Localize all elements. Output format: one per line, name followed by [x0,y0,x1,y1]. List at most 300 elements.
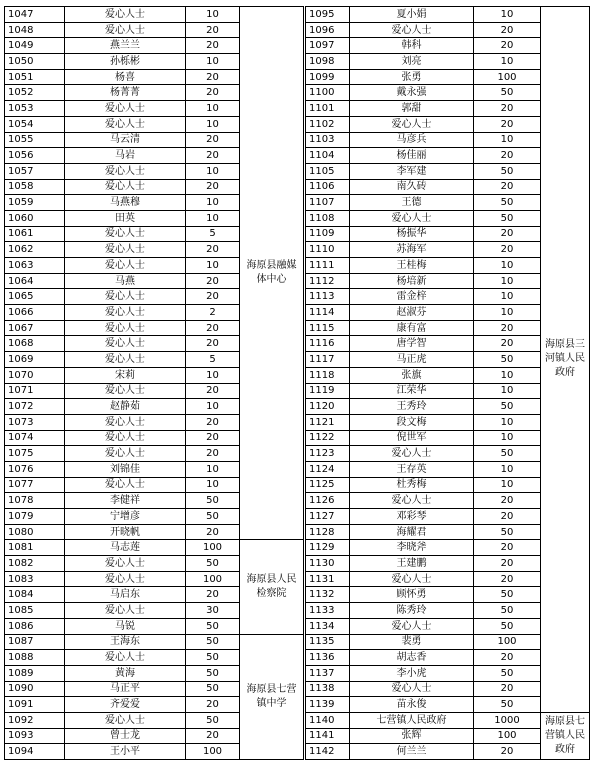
donor-name: 王德 [350,195,474,211]
donor-name: 孙栎彬 [65,54,186,70]
row-number: 1124 [306,461,350,477]
donation-amount: 50 [474,587,541,603]
donor-name: 黄海 [65,665,186,681]
donor-name: 齐爱爱 [65,697,186,713]
row-number: 1056 [5,148,65,164]
donation-amount: 10 [186,461,240,477]
donation-amount: 1000 [474,712,541,728]
row-number: 1130 [306,556,350,572]
row-number: 1052 [5,85,65,101]
row-number: 1062 [5,242,65,258]
row-number: 1110 [306,242,350,258]
table-row [306,7,590,23]
row-number: 1069 [5,352,65,368]
donation-amount: 20 [474,320,541,336]
donor-name: 顾怀勇 [350,587,474,603]
donation-amount: 20 [186,242,240,258]
row-number: 1092 [5,712,65,728]
donation-amount: 10 [474,273,541,289]
row-number: 1095 [306,7,350,23]
donor-name: 爱心人士 [65,289,186,305]
donation-amount: 20 [474,681,541,697]
donor-name: 雷金梓 [350,289,474,305]
donation-amount: 30 [186,603,240,619]
donation-amount: 50 [186,493,240,509]
donation-amount: 10 [474,54,541,70]
donor-name: 邓彩琴 [350,509,474,525]
row-number: 1136 [306,650,350,666]
donor-name: 七营镇人民政府 [350,712,474,728]
donation-amount: 50 [186,556,240,572]
row-number: 1129 [306,540,350,556]
donation-amount: 50 [474,195,541,211]
row-number: 1119 [306,383,350,399]
donor-name: 马云清 [65,132,186,148]
donor-name: 段文梅 [350,414,474,430]
donation-amount: 100 [474,634,541,650]
donation-amount: 10 [186,7,240,23]
donation-table-right [305,6,590,760]
donor-name: 爱心人士 [350,618,474,634]
donation-amount: 100 [474,728,541,744]
donor-name: 爱心人士 [65,305,186,321]
donation-amount: 10 [186,367,240,383]
donation-amount: 10 [186,399,240,415]
donor-name: 杨菁菁 [65,85,186,101]
row-number: 1128 [306,524,350,540]
row-number: 1121 [306,414,350,430]
row-number: 1067 [5,320,65,336]
donation-table-left [4,6,304,760]
row-number: 1087 [5,634,65,650]
donation-amount: 50 [186,509,240,525]
donation-amount: 50 [186,712,240,728]
donor-name: 马正虎 [350,352,474,368]
row-number: 1116 [306,336,350,352]
donation-amount: 20 [186,430,240,446]
donation-amount: 10 [474,383,541,399]
donation-amount: 10 [474,305,541,321]
row-number: 1079 [5,509,65,525]
donor-name: 爱心人士 [65,477,186,493]
row-number: 1132 [306,587,350,603]
row-number: 1078 [5,493,65,509]
row-number: 1123 [306,446,350,462]
row-number: 1133 [306,603,350,619]
row-number: 1076 [5,461,65,477]
row-number: 1114 [306,305,350,321]
row-number: 1117 [306,352,350,368]
row-number: 1051 [5,69,65,85]
donor-name: 爱心人士 [65,7,186,23]
row-number: 1064 [5,273,65,289]
donor-name: 王建鹏 [350,556,474,572]
donor-name: 爱心人士 [65,352,186,368]
row-number: 1105 [306,163,350,179]
donor-name: 王桂梅 [350,258,474,274]
donation-amount: 10 [186,477,240,493]
donor-name: 杜秀梅 [350,477,474,493]
donor-name: 胡志香 [350,650,474,666]
donation-amount: 20 [474,116,541,132]
donor-name: 宋莉 [65,367,186,383]
row-number: 1050 [5,54,65,70]
donation-amount: 20 [186,524,240,540]
donation-amount: 50 [186,650,240,666]
table-row [5,540,304,556]
donation-amount: 20 [474,650,541,666]
donor-name: 杨振华 [350,226,474,242]
organization-cell: 海原县人民检察院 [240,540,304,634]
donor-name: 海耀君 [350,524,474,540]
donation-amount: 50 [474,399,541,415]
donation-amount: 10 [474,367,541,383]
row-number: 1120 [306,399,350,415]
donation-amount: 10 [186,116,240,132]
donor-name: 田英 [65,210,186,226]
donation-amount: 50 [186,618,240,634]
donor-name: 刘亮 [350,54,474,70]
donation-amount: 20 [186,179,240,195]
row-number: 1111 [306,258,350,274]
row-number: 1066 [5,305,65,321]
donation-amount: 10 [474,289,541,305]
donation-amount: 20 [186,414,240,430]
row-number: 1101 [306,101,350,117]
donation-amount: 50 [186,681,240,697]
row-number: 1071 [5,383,65,399]
donor-name: 刘锦佳 [65,461,186,477]
donor-name: 爱心人士 [350,22,474,38]
row-number: 1094 [5,744,65,760]
row-number: 1073 [5,414,65,430]
donation-amount: 10 [474,414,541,430]
donation-amount: 20 [186,728,240,744]
donation-amount: 20 [474,493,541,509]
donor-name: 爱心人士 [65,446,186,462]
row-number: 1048 [5,22,65,38]
row-number: 1088 [5,650,65,666]
row-number: 1099 [306,69,350,85]
organization-cell: 海原县融媒体中心 [240,7,304,540]
donor-name: 张辉 [350,728,474,744]
row-number: 1082 [5,556,65,572]
donation-amount: 20 [186,697,240,713]
donor-name: 曾士龙 [65,728,186,744]
row-number: 1068 [5,336,65,352]
donation-amount: 10 [474,7,541,23]
donor-name: 马启东 [65,587,186,603]
donor-name: 爱心人士 [65,22,186,38]
donation-amount: 50 [474,618,541,634]
donation-amount: 50 [474,85,541,101]
donor-name: 爱心人士 [65,320,186,336]
organization-cell: 海原县三河镇人民政府 [541,7,590,713]
row-number: 1063 [5,258,65,274]
donation-amount: 2 [186,305,240,321]
donation-amount: 50 [474,210,541,226]
row-number: 1086 [5,618,65,634]
donor-name: 爱心人士 [350,116,474,132]
row-number: 1080 [5,524,65,540]
donor-name: 马燕穆 [65,195,186,211]
row-number: 1047 [5,7,65,23]
donor-name: 马锐 [65,618,186,634]
donation-amount: 50 [474,163,541,179]
donor-name: 康有富 [350,320,474,336]
donor-name: 马正平 [65,681,186,697]
row-number: 1090 [5,681,65,697]
row-number: 1084 [5,587,65,603]
donor-name: 张旗 [350,367,474,383]
row-number: 1072 [5,399,65,415]
donation-amount: 10 [474,477,541,493]
row-number: 1102 [306,116,350,132]
donation-amount: 10 [474,258,541,274]
donor-name: 爱心人士 [65,383,186,399]
donation-amount: 100 [186,571,240,587]
donation-amount: 20 [186,289,240,305]
row-number: 1096 [306,22,350,38]
donor-name: 爱心人士 [65,712,186,728]
row-number: 1106 [306,179,350,195]
donor-name: 赵淑芬 [350,305,474,321]
row-number: 1077 [5,477,65,493]
donation-amount: 20 [186,320,240,336]
row-number: 1085 [5,603,65,619]
row-number: 1115 [306,320,350,336]
donor-name: 爱心人士 [65,571,186,587]
row-number: 1058 [5,179,65,195]
donation-amount: 20 [474,148,541,164]
donation-amount: 20 [474,509,541,525]
donor-name: 李军建 [350,163,474,179]
donor-name: 爱心人士 [65,116,186,132]
donor-name: 韩科 [350,38,474,54]
donor-name: 陈秀玲 [350,603,474,619]
row-number: 1138 [306,681,350,697]
donation-amount: 100 [186,744,240,760]
row-number: 1075 [5,446,65,462]
row-number: 1103 [306,132,350,148]
row-number: 1142 [306,744,350,760]
row-number: 1098 [306,54,350,70]
donor-name: 爱心人士 [65,242,186,258]
row-number: 1065 [5,289,65,305]
donation-amount: 10 [474,132,541,148]
donation-amount: 10 [186,258,240,274]
donation-amount: 50 [186,665,240,681]
donor-name: 夏小娟 [350,7,474,23]
row-number: 1131 [306,571,350,587]
donor-name: 李晓斧 [350,540,474,556]
donor-name: 爱心人士 [65,258,186,274]
donor-name: 爱心人士 [65,163,186,179]
donor-name: 李健祥 [65,493,186,509]
row-number: 1057 [5,163,65,179]
donor-name: 杨喜 [65,69,186,85]
row-number: 1135 [306,634,350,650]
donation-amount: 20 [474,38,541,54]
donor-name: 燕兰兰 [65,38,186,54]
table-row [5,634,304,650]
donation-amount: 20 [474,540,541,556]
donation-amount: 20 [186,85,240,101]
donation-amount: 50 [474,697,541,713]
donation-amount: 50 [186,634,240,650]
row-number: 1100 [306,85,350,101]
donor-name: 爱心人士 [350,446,474,462]
donation-amount: 10 [474,430,541,446]
row-number: 1107 [306,195,350,211]
donor-name: 爱心人士 [350,681,474,697]
row-number: 1140 [306,712,350,728]
donor-name: 爱心人士 [65,603,186,619]
donor-name: 赵静茹 [65,399,186,415]
donation-amount: 20 [186,383,240,399]
donor-name: 苗永俊 [350,697,474,713]
donation-amount: 5 [186,226,240,242]
donation-amount: 20 [474,744,541,760]
donation-amount: 100 [474,69,541,85]
donor-name: 王小平 [65,744,186,760]
donation-amount: 20 [474,242,541,258]
donor-name: 宁增彦 [65,509,186,525]
row-number: 1127 [306,509,350,525]
donation-amount: 50 [474,524,541,540]
donor-name: 爱心人士 [65,430,186,446]
donation-amount: 20 [186,22,240,38]
row-number: 1093 [5,728,65,744]
donation-amount: 20 [474,556,541,572]
donor-name: 江荣华 [350,383,474,399]
donor-name: 杨培新 [350,273,474,289]
donation-amount: 10 [186,210,240,226]
donation-amount: 20 [186,148,240,164]
row-number: 1109 [306,226,350,242]
row-number: 1104 [306,148,350,164]
row-number: 1053 [5,101,65,117]
donation-amount: 5 [186,352,240,368]
donor-name: 王海东 [65,634,186,650]
donor-name: 何兰兰 [350,744,474,760]
donor-name: 爱心人士 [350,493,474,509]
donation-amount: 10 [186,101,240,117]
donor-name: 爱心人士 [65,226,186,242]
donation-amount: 10 [186,163,240,179]
donation-amount: 20 [474,226,541,242]
row-number: 1108 [306,210,350,226]
donation-amount: 50 [474,665,541,681]
row-number: 1118 [306,367,350,383]
row-number: 1061 [5,226,65,242]
donor-name: 马岩 [65,148,186,164]
donation-amount: 20 [186,273,240,289]
row-number: 1083 [5,571,65,587]
donation-amount: 20 [474,179,541,195]
donation-amount: 50 [474,603,541,619]
row-number: 1054 [5,116,65,132]
row-number: 1059 [5,195,65,211]
donor-name: 杨佳丽 [350,148,474,164]
row-number: 1097 [306,38,350,54]
donation-amount: 20 [474,571,541,587]
donor-name: 爱心人士 [65,101,186,117]
donor-name: 爱心人士 [65,336,186,352]
donor-name: 马彦兵 [350,132,474,148]
row-number: 1137 [306,665,350,681]
donation-amount: 20 [186,336,240,352]
table-row [306,712,590,728]
donor-name: 李小虎 [350,665,474,681]
row-number: 1074 [5,430,65,446]
organization-cell: 海原县七营镇人民政府 [541,712,590,759]
donation-amount: 20 [474,101,541,117]
row-number: 1113 [306,289,350,305]
row-number: 1055 [5,132,65,148]
donor-name: 苏海军 [350,242,474,258]
donation-amount: 10 [186,195,240,211]
donor-name: 南久砖 [350,179,474,195]
organization-cell: 海原县七营镇中学 [240,634,304,760]
table-row [5,7,304,23]
donor-name: 张勇 [350,69,474,85]
donation-amount: 20 [186,446,240,462]
donation-amount: 20 [186,587,240,603]
donor-name: 开晓帆 [65,524,186,540]
donation-amount: 20 [186,38,240,54]
row-number: 1091 [5,697,65,713]
row-number: 1060 [5,210,65,226]
donor-name: 倪世军 [350,430,474,446]
donor-name: 王存英 [350,461,474,477]
donor-name: 唐学智 [350,336,474,352]
row-number: 1089 [5,665,65,681]
donation-amount: 10 [186,54,240,70]
donor-name: 爱心人士 [65,650,186,666]
donor-name: 马燕 [65,273,186,289]
donor-name: 裴勇 [350,634,474,650]
donor-name: 爱心人士 [350,571,474,587]
row-number: 1141 [306,728,350,744]
donor-name: 爱心人士 [65,414,186,430]
row-number: 1049 [5,38,65,54]
row-number: 1139 [306,697,350,713]
donation-amount: 50 [474,446,541,462]
donation-amount: 50 [474,352,541,368]
row-number: 1081 [5,540,65,556]
row-number: 1112 [306,273,350,289]
donor-name: 爱心人士 [350,210,474,226]
donation-amount: 20 [474,336,541,352]
donation-amount: 20 [186,69,240,85]
donation-amount: 20 [474,22,541,38]
donor-name: 爱心人士 [65,179,186,195]
row-number: 1125 [306,477,350,493]
donor-name: 爱心人士 [65,556,186,572]
row-number: 1122 [306,430,350,446]
donor-name: 戴永强 [350,85,474,101]
donation-amount: 100 [186,540,240,556]
donation-amount: 20 [186,132,240,148]
donation-amount: 10 [474,461,541,477]
donor-name: 郭甜 [350,101,474,117]
row-number: 1070 [5,367,65,383]
donor-name: 马志莲 [65,540,186,556]
row-number: 1134 [306,618,350,634]
row-number: 1126 [306,493,350,509]
donor-name: 王秀玲 [350,399,474,415]
